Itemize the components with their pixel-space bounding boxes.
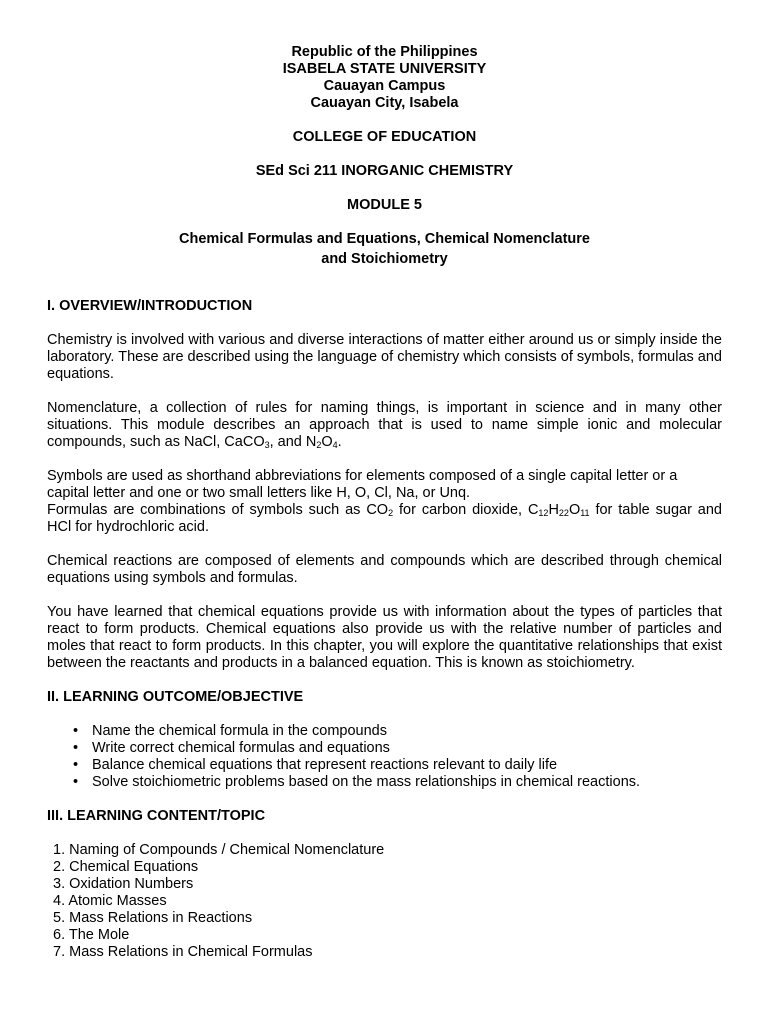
list-item: • Write correct chemical formulas and equations — [73, 740, 722, 757]
header-campus: Cauayan Campus — [323, 78, 446, 94]
overview-paragraph-3: Symbols are used as shorthand abbreviations for elements composed of a single capital letter or a capital letter and one or two small letters like H, O, Cl, Na, or Unq. — [47, 468, 678, 501]
list-item: • Name the chemical formula in the compounds — [73, 723, 722, 740]
overview-paragraph-5: Chemical reactions are composed of elements and compounds which are described through chemical equations using symbols and formulas. — [47, 553, 722, 586]
list-item: 3. Oxidation Numbers — [53, 876, 194, 892]
objectives-list — [47, 723, 722, 791]
list-item: 4. Atomic Masses — [53, 893, 167, 909]
list-item: 2. Chemical Equations — [53, 859, 199, 875]
header-city: Cauayan City, Isabela — [310, 95, 459, 111]
list-item: 5. Mass Relations in Reactions — [53, 910, 253, 926]
header-course: SEd Sci 211 INORGANIC CHEMISTRY — [255, 163, 514, 179]
list-item: 1. Naming of Compounds / Chemical Nomenclature — [53, 842, 385, 858]
module-title-line2: and Stoichiometry — [321, 251, 448, 267]
header-country: Republic of the Philippines — [291, 44, 478, 60]
overview-paragraph-1: Chemistry is involved with various and diverse interactions of matter either around us or simply inside the laboratory. These are described using the language of chemistry which consists of symbols, formulas and equations. — [47, 332, 722, 382]
header-module: MODULE 5 — [347, 197, 422, 213]
overview-paragraph-6: You have learned that chemical equations provide us with information about the types of particles that react to form products. Chemical equations also provide us with the relative number of particles and moles that react to form products. In this chapter, you will explore the quantitative relationships that exist between the reactants and products in a balanced equation. This is known as stoichiometry. — [47, 604, 722, 671]
document-page — [47, 44, 722, 961]
overview-paragraph-4: Formulas are combinations of symbols such as $CO_2$ for carbon dioxide, $C_{12}H_{22}O_{11}$ for table sugar and HCl for hydrochloric acid. — [47, 502, 722, 535]
overview-heading: I. OVERVIEW/INTRODUCTION — [47, 298, 253, 314]
objectives-heading: II. LEARNING OUTCOME/OBJECTIVE — [47, 689, 304, 705]
list-item: • Solve stoichiometric problems based on the mass relationships in chemical reactions. — [73, 774, 722, 791]
list-item: 7. Mass Relations in Chemical Formulas — [53, 944, 313, 960]
list-item: 6. The Mole — [53, 927, 130, 943]
overview-paragraph-2: Nomenclature, a collection of rules for naming things, is important in science and in many other situations. This module describes an approach that is used to name simple ionic and molecular compounds, such as NaCl, CaCO$_3$, and $N_2O_4$. — [47, 400, 722, 450]
document-header — [47, 44, 722, 268]
content-heading: III. LEARNING CONTENT/TOPIC — [47, 808, 266, 824]
content-topic-list — [47, 842, 722, 961]
header-university: ISABELA STATE UNIVERSITY — [282, 61, 487, 77]
list-item: • Balance chemical equations that represent reactions relevant to daily life — [73, 757, 722, 774]
module-title-line1: Chemical Formulas and Equations, Chemical Nomenclature — [179, 231, 590, 247]
header-college: COLLEGE OF EDUCATION — [292, 129, 477, 145]
